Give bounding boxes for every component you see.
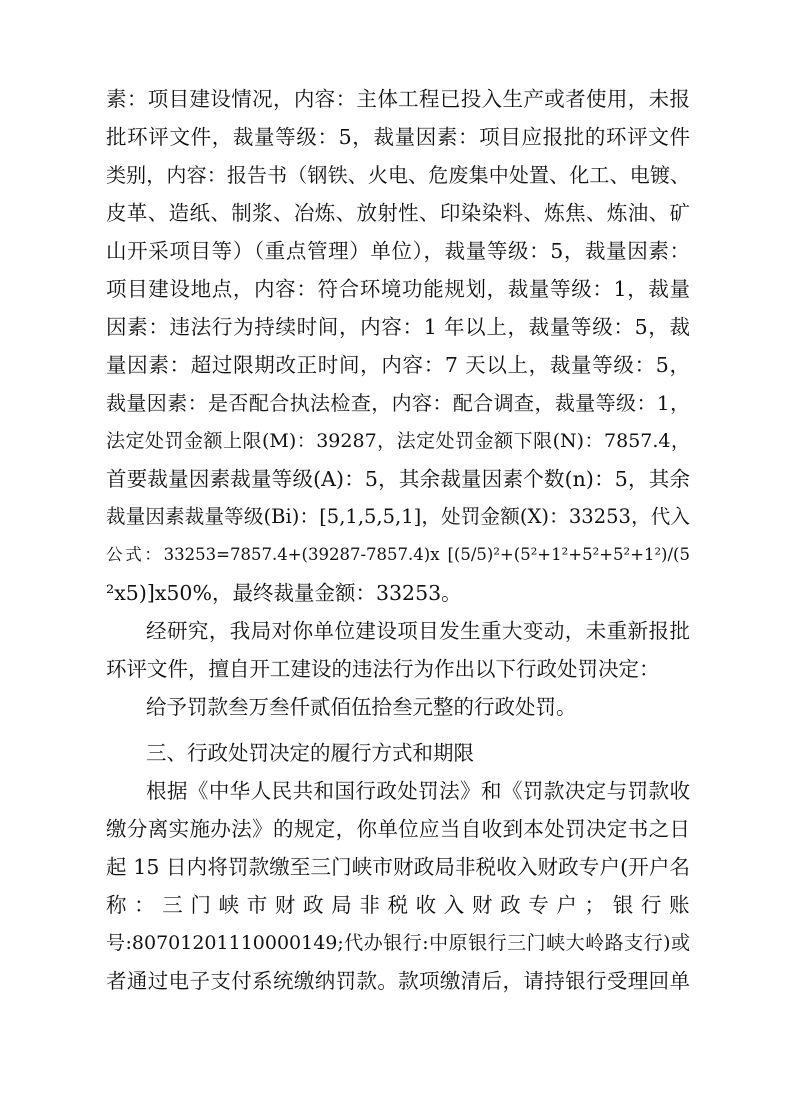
- paragraph-first-line: 经研究，我局对你单位建设项目发生重大变动，未重新报批: [146, 619, 690, 643]
- text-line: 法定处罚金额上限(M)：39287，法定处罚金额下限(N)：7857.4，: [106, 430, 690, 452]
- text-line: 项目建设地点，内容：符合环境功能规划，裁量等级：1，裁量: [106, 277, 690, 301]
- text-line: 量因素：超过限期改正时间，内容：7 天以上，裁量等级：5，: [106, 353, 690, 377]
- text-line: 裁量因素：是否配合执法检查，内容：配合调查，裁量等级：1，: [106, 391, 690, 415]
- text-line: 者通过电子支付系统缴纳罚款。款项缴清后，请持银行受理回单: [106, 969, 690, 993]
- text-line: 公式：33253=7857.4+(39287-7857.4)x [(5/5)²+(5²+1²+5²+5²+1²)/(5: [106, 545, 690, 564]
- text-line: 山开采项目等）（重点管理）单位），裁量等级：5，裁量因素：: [106, 239, 690, 263]
- paragraph-first-line: 给予罚款叁万叁仟贰佰伍拾叁元整的行政处罚。: [146, 695, 577, 719]
- text-line: 缴分离实施办法》的规定，你单位应当自收到本处罚决定书之日: [106, 817, 690, 841]
- text-line: ²x5)]x50%，最终裁量金额：33253。: [106, 581, 462, 605]
- section-heading: 三、行政处罚决定的履行方式和期限: [146, 741, 474, 765]
- text-line: 称：三门峡市财政局非税收入财政专户；银行账: [106, 893, 690, 917]
- text-line: 皮革、造纸、制浆、冶炼、放射性、印染染料、炼焦、炼油、矿: [106, 201, 690, 225]
- text-line: 因素：违法行为持续时间，内容：1 年以上，裁量等级：5，裁: [106, 315, 690, 339]
- text-line: 起 15 日内将罚款缴至三门峡市财政局非税收入财政专户(开户名: [106, 855, 690, 879]
- text-line: 类别，内容：报告书（钢铁、火电、危废集中处置、化工、电镀、: [106, 163, 690, 187]
- text-line: 批环评文件，裁量等级：5，裁量因素：项目应报批的环评文件: [106, 125, 690, 149]
- text-line: 号:80701201110000149;代办银行:中原银行三门峡大岭路支行)或: [106, 932, 690, 954]
- text-line: 裁量因素裁量等级(Bi)：[5,1,5,5,1]，处罚金额(X)：33253，代入: [106, 505, 690, 528]
- paragraph-first-line: 根据《中华人民共和国行政处罚法》和《罚款决定与罚款收: [146, 779, 690, 803]
- text-line: 首要裁量因素裁量等级(A)：5，其余裁量因素个数(n)：5，其余: [106, 467, 690, 491]
- text-line: 素：项目建设情况，内容：主体工程已投入生产或者使用，未报: [106, 87, 690, 111]
- text-line: 环评文件，擅自开工建设的违法行为作出以下行政处罚决定：: [106, 657, 660, 681]
